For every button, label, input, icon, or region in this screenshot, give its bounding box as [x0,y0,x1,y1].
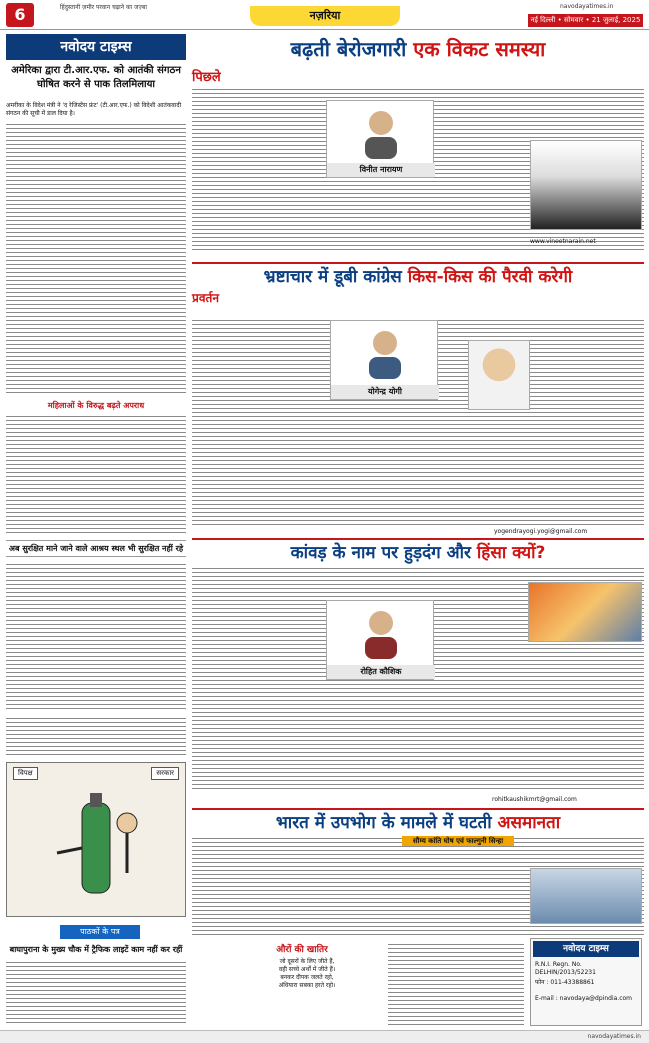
dropcap-word: पिछले [192,70,221,85]
india-headline [192,808,644,834]
letters-heading: पाठकों के पत्र [60,925,140,939]
bottom-url: navodayatimes.in [587,1033,641,1040]
author-box [330,320,438,400]
poem-line: जो दूसरों के लिए जीते हैं, [279,958,335,965]
main-headline [192,36,644,62]
author-photo [361,607,401,659]
author-photo [365,327,405,379]
india-headline-part1: भारत में उपभोग के मामले में घटती [275,813,492,833]
lead-intro: अमरीका के विदेश मंत्री ने 'द रेजिस्टेंस फ्रंट' (टी.आर.एफ.) को विदेशी आतंकवादी संगठन की सूची में डाल दिया है। [6,102,182,117]
cartoon-label-right: सरकार [151,767,179,780]
article-text [6,122,186,394]
author-name: रोहित कौशिक [327,665,435,679]
author-box [326,600,434,680]
editorial-masthead: नवोदय टाइम्स [6,34,186,60]
lead-headline: अमेरिका द्वारा टी.आर.एफ. को आतंकी संगठन घोषित करने से पाक तिलमिलाया [11,65,181,90]
email: E-mail : navodaya@dpindia.com [535,995,633,1002]
poem-heading: औरों की खातिर [276,945,328,955]
author-name: योगेन्द्र योगी [331,385,439,399]
poem [232,958,382,990]
lead-article [6,102,186,398]
main-headline-part2: एक विकट समस्या [413,37,546,61]
author-name: सौम्य कांति घोष एवं फाल्गुनी सिन्हा [402,836,514,846]
congress-headline [192,262,644,288]
author-website: www.vineetnarain.net [530,238,596,245]
dateline: नई दिल्ली • सोमवार • 21 जुलाई, 2025 [528,14,643,27]
unemployment-illustration [530,140,642,230]
article-text [388,942,524,1026]
congress-headline-part2: किस-किस की पैरवी करेगी [407,267,573,287]
author-photo [361,107,401,159]
article-text [6,562,186,712]
article-text [6,716,186,758]
rni-number: R.N.I. Regn. No. DELHIN/2013/52231 [535,961,596,976]
politician-photo [468,340,530,410]
cartoon-drawing [47,793,147,913]
letters-subheading: बाघापुराना के मुख्य चौक में ट्रैफिक लाइटें काम नहीं कर रहीं [9,945,183,954]
main-headline-part1: बढ़ती बेरोजगारी [290,37,407,61]
cartoon [6,762,186,917]
kanwar-yatra-photo [528,582,642,642]
author-email: rohitkaushikmrt@gmail.com [492,796,577,803]
tagline: हिंदुस्तानी ज़मीर परवान चढ़ाने का जज़्बा [60,4,147,11]
footer-masthead: नवोदय टाइम्स [533,941,639,957]
author-email: yogendrayogi.yogi@gmail.com [494,528,588,535]
poem-line: अंधियारा सबका हरते रहो। [278,982,336,989]
poem-line: वही सच्चे अर्थों में जीते हैं। [278,966,336,973]
article-text [6,414,186,534]
website: navodayatimes.in [560,3,614,10]
story3-headline: अब सुरक्षित माने जाने वाले आश्रय स्थल भी सुरक्षित नहीं रहे [6,540,186,557]
kanwar-headline-part2: हिंसा क्यों? [476,543,546,563]
author-name: विनीत नारायण [327,163,435,177]
congress-headline-part1: भ्रष्टाचार में डूबी कांग्रेस [263,267,402,287]
author-box [326,100,434,178]
column-label: प्रवर्तन [192,291,220,305]
crowd-photo [530,868,642,924]
india-headline-part2: असमानता [497,813,561,833]
bottom-strip [0,1030,649,1043]
page-header [0,0,649,30]
poem-line: बनकर दीपक जलते रहो, [280,974,334,981]
kanwar-headline [192,538,644,564]
publication-info [530,938,642,1026]
story2-headline: महिलाओं के विरुद्ध बढ़ते अपराध [47,401,145,410]
section-name: नज़रिया [250,6,400,26]
kanwar-headline-part1: कांवड़ के नाम पर हुड़दंग और [290,543,471,563]
letter-text [6,960,186,1026]
cartoon-label-left: विपक्ष [13,767,38,780]
page-number: 6 [6,3,34,27]
phone: फोन : 011-43388861 [535,979,595,986]
